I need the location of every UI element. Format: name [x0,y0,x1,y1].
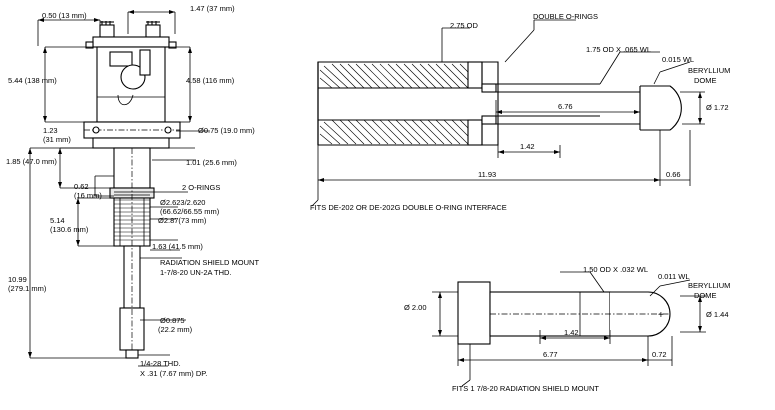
label-dia-1-44: Ø 1.44 [706,310,729,319]
label-1-42-lower: 1.42 [564,328,579,337]
label-dome-2: DOME [694,291,717,300]
label-beryllium-2: BERYLLIUM [688,281,731,290]
note-radiation-shield-mount: RADIATION SHIELD MOUNT [160,258,260,267]
note-2-o-rings: 2 O-RINGS [182,183,221,192]
dim-2-623: Ø2.623/2.620 [160,198,206,207]
label-dia-2-00: Ø 2.00 [404,303,427,312]
dim-1-85: 1.85 (47.0 mm) [6,157,57,166]
label-0-011-wl: 0.011 WL [658,272,690,281]
dim-5-14: 5.14 (130.6 mm) [50,216,89,234]
note-fits-radiation-shield-mount: FITS 1 7/8-20 RADIATION SHIELD MOUNT [452,384,599,393]
label-1-42: 1.42 [520,142,535,151]
label-dome: DOME [694,76,717,85]
label-0-72: 0.72 [652,350,667,359]
dim-0-875-mm: (22.2 mm) [158,325,193,334]
label-0-015-wl: 0.015 WL [662,55,695,64]
dim-2-87: Ø2.87(73 mm) [158,216,207,225]
dim-4-58: 4.58 (116 mm) [186,76,235,85]
dim-1-23: 1.23 (31 mm) [43,126,71,144]
note-fits-de202: FITS DE-202 OR DE-202G DOUBLE O-RING INTERFACE [310,203,507,212]
dim-10-99: 10.99 (279.1 mm) [8,275,47,293]
dim-0-75: Ø0.75 (19.0 mm) [198,126,255,135]
dim-1-47: 1.47 (37 mm) [190,4,235,13]
dim-1-01: 1.01 (25.6 mm) [186,158,237,167]
dim-2-623-mm: (66.62/66.55 mm) [160,207,220,216]
label-2-75-od: 2.75 OD [450,21,478,30]
dim-0-875: Ø0.875 [160,316,185,325]
label-1-50-od: 1.50 OD X .032 WL [583,265,649,274]
dim-5-44: 5.44 (138 mm) [8,76,57,85]
dim-1-63: 1.63 (41.5 mm) [152,242,203,251]
label-double-o-rings: DOUBLE O-RINGS [533,12,599,21]
label-1-75-od: 1.75 OD X .065 WL [586,45,652,54]
label-beryllium: BERYLLIUM [688,66,731,75]
note-thread-depth: X .31 (7.67 mm) DP. [140,369,208,378]
label-dia-1-72: Ø 1.72 [706,103,729,112]
label-0-66: 0.66 [666,170,681,179]
label-6-77: 6.77 [543,350,558,359]
dim-0-62: 0.62 (16 mm) [74,182,102,200]
note-1-4-28-thread: 1/4-28 THD. [140,359,181,368]
label-6-76: 6.76 [558,102,573,111]
note-thread-spec: 1-7/8-20 UN-2A THD. [160,268,232,277]
label-11-93: 11.93 [478,170,497,179]
dim-0-50: 0.50 (13 mm) [42,11,87,20]
svg-text:+: + [658,310,664,321]
